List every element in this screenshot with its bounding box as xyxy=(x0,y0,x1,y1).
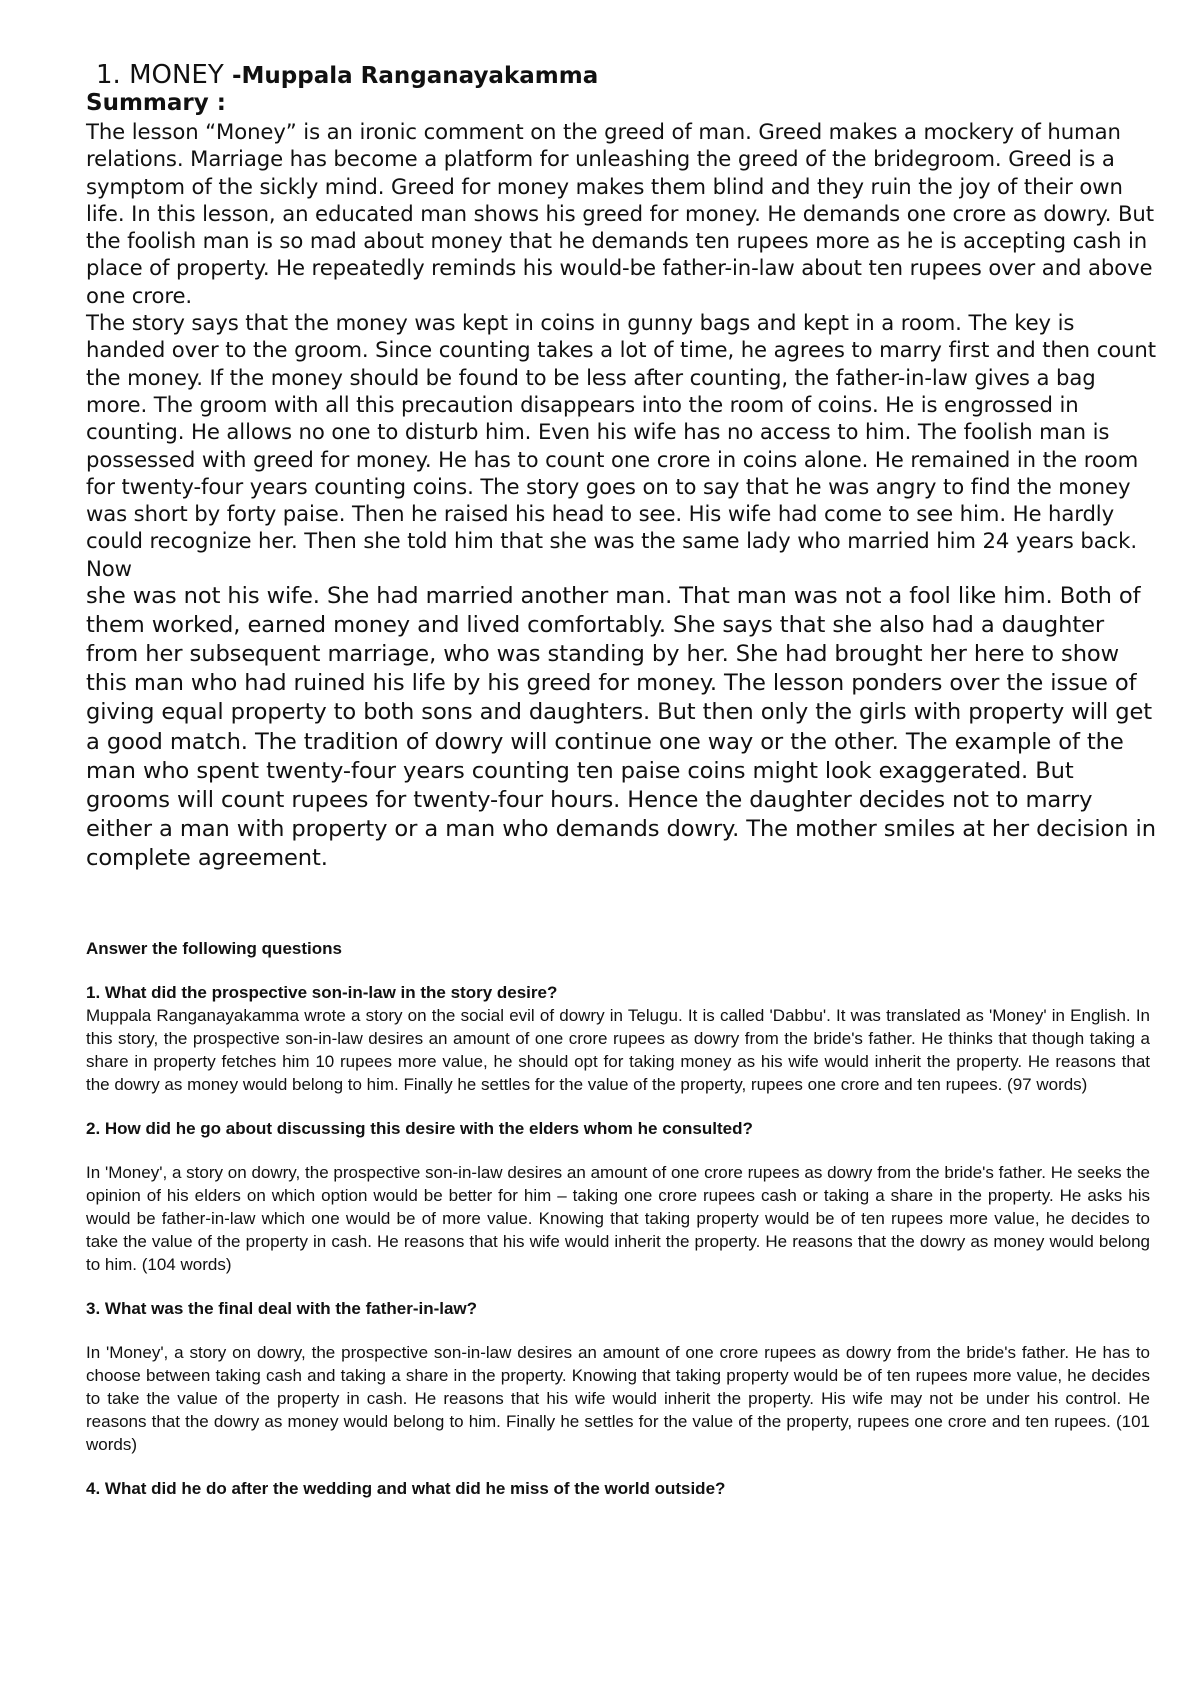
question-heading: 2. How did he go about discussing this desire with the elders whom he consulted? xyxy=(86,1119,753,1138)
question-heading: 4. What did he do after the wedding and what did he miss of the world outside? xyxy=(86,1479,726,1498)
summary-heading: Summary : xyxy=(86,90,226,116)
summary-body xyxy=(86,118,1158,873)
lesson-author: -Muppala Ranganayakamma xyxy=(232,63,599,89)
summary-paragraph: The lesson “Money” is an ironic comment on the greed of man. Greed makes a mockery of human relations. Marriage has become a platform for unleashing the greed of the bridegroom. Greed is a symptom of the sickly mind. Greed for money makes them blind and they ruin the joy of their own life. In this lesson, an educated man shows his greed for money. He demands one crore as dowry. But the foolish man is so mad about money that he demands ten rupees more as he is accepting cash in place of property. He repeatedly reminds his would-be father-in-law about ten rupees over and above one crore. xyxy=(86,119,1154,308)
questions-instructions: Answer the following questions xyxy=(86,939,342,958)
answer-text: In 'Money', a story on dowry, the prospective son-in-law desires an amount of one crore rupees as dowry from the bride's father. He seeks the opinion of his elders on which option would be better for him – taking one crore rupees cash or taking a share in the property. He asks his would be father-in-law which one would be of more value. Knowing that taking property would be of ten rupees more value, he decides to take the value of the property in cash. He reasons that his wife would inherit the property. He reasons that the dowry as money would belong to him. (104 words) xyxy=(86,1163,1150,1274)
question-heading: 3. What was the final deal with the father-in-law? xyxy=(86,1299,478,1318)
lesson-title-main: 1. MONEY xyxy=(96,60,232,90)
questions-section xyxy=(86,937,1150,1500)
answer-text: Muppala Ranganayakamma wrote a story on the social evil of dowry in Telugu. It is called 'Dabbu'. It was translated as 'Money' in English. In this story, the prospective son-in-law desires an amount of one crore rupees as dowry from the bride's father. He thinks that though taking a share in property fetches him 10 rupees more value, he should opt for taking money as his wife would inherit the property. He reasons that the dowry as money would belong to him. Finally he settles for the value of the property, rupees one crore and ten rupees. (97 words) xyxy=(86,1006,1150,1094)
summary-paragraph: The story says that the money was kept in coins in gunny bags and kept in a room. The key is handed over to the groom. Since counting takes a lot of time, he agrees to marry first and then count the money. If the money should be found to be less after counting, the father-in-law gives a bag more. The groom with all this precaution disappears into the room of coins. He is engrossed in counting. He allows no one to disturb him. Even his wife has no access to him. The foolish man is possessed with greed for money. He has to count one crore in coins alone. He remained in the room for twenty-four years counting coins. The story goes on to say that he was angry to find the money was short by forty paise. Then he raised his head to see. His wife had come to see him. He hardly could recognize her. Then she told him that she was the same lady who married him 24 years back. Now xyxy=(86,310,1156,581)
answer-text: In 'Money', a story on dowry, the prospective son-in-law desires an amount of one crore rupees as dowry from the bride's father. He has to choose between taking cash and taking a share in the property. Knowing that taking property would be of ten rupees more value, he decides to take the value of the property in cash. He reasons that his wife would inherit the property. His wife may not be under his control. He reasons that the dowry as money would belong to him. Finally he settles for the value of the property, rupees one crore and ten rupees. (101 words) xyxy=(86,1343,1150,1454)
summary-paragraph: she was not his wife. She had married another man. That man was not a fool like him. Both of them worked, earned money and lived comfortably. She says that she also had a daughter from her subsequent marriage, who was standing by her. She had brought her here to show this man who had ruined his life by his greed for money. The lesson ponders over the issue of giving equal property to both sons and daughters. But then only the girls with property will get a good match. The tradition of dowry will continue one way or the other. The example of the man who spent twenty-four years counting ten paise coins might look exaggerated. But grooms will count rupees for twenty-four hours. Hence the daughter decides not to marry either a man with property or a man who demands dowry. The mother smiles at her decision in complete agreement. xyxy=(86,583,1156,871)
lesson-title xyxy=(96,60,598,91)
question-heading: 1. What did the prospective son-in-law in the story desire? xyxy=(86,983,558,1002)
